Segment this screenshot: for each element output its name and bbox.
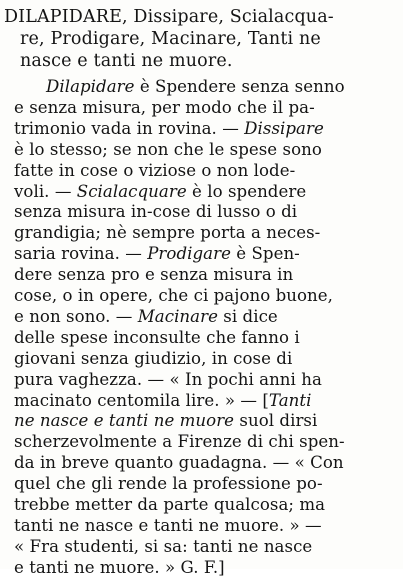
italic-term: ne nasce e tanti ne muore [14, 411, 235, 431]
italic-term: Prodigare [147, 244, 231, 264]
body-text: e non sono. — [14, 306, 138, 326]
body-line-1 [46, 76, 345, 98]
body-text: fatte in cose o viziose o non lode- [14, 160, 296, 180]
body-text: delle spese inconsulte che fanno i [14, 327, 300, 347]
body-text: suol dirsi [234, 411, 318, 431]
body-text: « Fra studenti, si sa: tanti ne nasce [14, 536, 313, 556]
body-line-20 [14, 473, 323, 495]
body-line-23 [14, 536, 312, 558]
body-text: e senza misura, per modo che il pa- [14, 97, 315, 117]
italic-term: Dissipare [244, 118, 324, 138]
body-line-10 [14, 264, 293, 286]
body-text: è Spen- [230, 244, 300, 264]
body-text: dere senza pro e senza misura in [14, 265, 294, 285]
body-text: trebbe metter da parte qualcosa; ma [14, 495, 326, 514]
heading-line-2-text: re, Prodigare, Macinare, Tanti ne [20, 29, 321, 49]
body-text: saria rovina. — [14, 244, 148, 264]
heading-line-3-text: nasce e tanti ne muore. [20, 51, 233, 71]
body-text: macinato centomila lire. » — [ [14, 390, 269, 410]
body-text: cose, o in opere, che ci pajono buone, [14, 286, 333, 305]
heading-line-3 [20, 50, 233, 72]
heading-line-2 [20, 28, 321, 50]
body-line-22 [14, 515, 322, 537]
italic-term: Tanti [268, 390, 312, 410]
body-text: grandigia; nè sempre porta a neces- [14, 223, 321, 243]
body-line-12 [14, 306, 278, 328]
italic-term: Macinare [137, 306, 218, 326]
body-line-17 [14, 410, 317, 432]
body-line-21 [14, 494, 325, 516]
body-line-7 [14, 201, 297, 223]
body-text: giovani senza giudizio, in cose di [14, 348, 293, 368]
body-line-5 [14, 160, 295, 182]
body-line-6 [14, 181, 306, 203]
body-line-19 [14, 452, 344, 474]
body-text: pura vaghezza. — « In pochi anni ha [14, 369, 322, 389]
body-line-2 [14, 97, 315, 119]
heading-line-1 [4, 6, 334, 28]
body-text: senza misura in-cose di lusso o di [14, 202, 298, 222]
body-line-14 [14, 348, 292, 370]
body-line-13 [14, 327, 300, 349]
heading-line-1-text: DILAPIDARE, Dissipare, Scialacqua- [4, 7, 334, 27]
body-text: voli. — [14, 181, 77, 201]
body-text: trimonio vada in rovina. — [14, 118, 245, 138]
body-line-4 [14, 139, 322, 161]
body-text: scherzevolmente a Firenze di chi spen- [14, 432, 345, 452]
body-text: tanti ne nasce e tanti ne muore. » — [14, 515, 322, 535]
italic-term: Dilapidare [46, 77, 135, 96]
body-line-11 [14, 285, 333, 307]
body-text: da in breve quanto guadagna. — « Con [14, 453, 344, 473]
body-line-8 [14, 222, 320, 244]
body-text: è lo stesso; se non che le spese sono [14, 139, 322, 159]
body-text: è lo spendere [186, 181, 307, 201]
body-line-16 [14, 390, 312, 412]
body-text: quel che gli rende la professione po- [14, 474, 323, 494]
italic-term: Scialacquare [76, 181, 187, 201]
body-line-15 [14, 369, 322, 391]
body-text: si dice [217, 306, 278, 326]
body-line-3 [14, 118, 324, 140]
body-line-18 [14, 431, 345, 453]
body-text: e tanti ne muore. » G. F.] [14, 557, 225, 577]
body-line-24 [14, 557, 225, 579]
body-line-9 [14, 243, 300, 265]
body-text: è Spendere senza senno [134, 77, 345, 96]
